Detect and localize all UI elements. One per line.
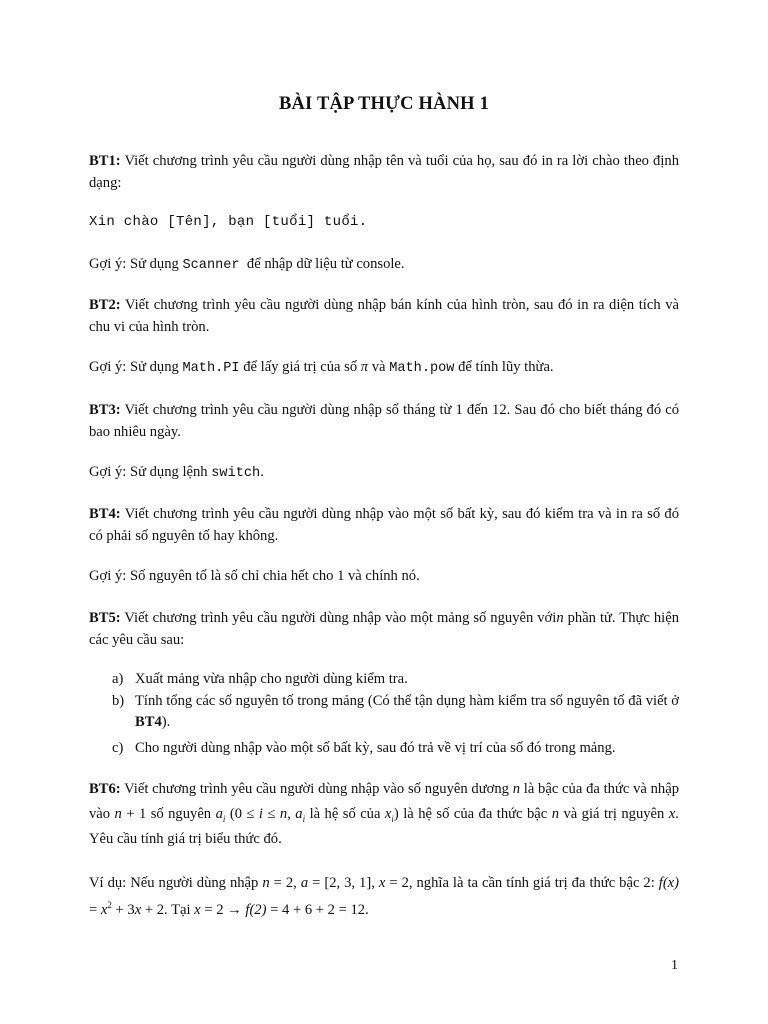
var-x: x [134,902,142,918]
bt4-hint: Gợi ý: Số nguyên tố là số chỉ chia hết cho 1 và chính nó. [89,568,420,584]
bt6-text-5: ) là hệ số của đa thức bậc [393,806,548,822]
var-a: a [215,806,223,822]
var-x: x [384,806,392,822]
var-a: a [295,806,303,822]
bt6-text-4: là hệ số của [309,806,381,822]
list-item-ref: BT4 [135,714,162,730]
bt1-hint-suffix: để nhập dữ liệu từ console. [246,256,405,272]
var-x: x [378,875,386,891]
bt4-label: BT4: [89,506,121,522]
bt2-label: BT2: [89,297,121,313]
pi-symbol: π [360,359,369,375]
bt3-label: BT3: [89,402,121,418]
bt6-text-1: Viết chương trình yêu cầu người dùng nhập vào số nguyên dương [124,781,509,797]
bt3-hint [89,461,679,485]
var-n: n [556,610,564,626]
var-x: x [100,902,108,918]
bt2-hint [89,356,679,380]
var-x: x [668,806,676,822]
bt2-paragraph [89,294,679,338]
var-a: a [300,875,309,891]
page-title: BÀI TẬP THỰC HÀNH 1 [278,94,490,114]
bt2-hint-prefix: Gợi ý: Sử dụng [89,359,179,375]
var-x: x [194,902,201,918]
var-i: i [258,806,263,822]
bt1-hint [89,253,679,277]
bt4-text: Viết chương trình yêu cầu người dùng nhập vào một số bất kỳ, sau đó kiểm tra và in ra số đó có phải số nguyên tố hay không. [89,506,679,544]
bt6-text-2: là bậc của đa thức và nhập vào [89,781,679,822]
example-rest: + 3 [115,902,135,918]
example-a-eq: = [2, 3, 1], [312,875,375,891]
bt5-text-pre: Viết chương trình yêu cầu người dùng nhập vào một mảng số nguyên với [124,610,557,626]
bt4-paragraph [89,503,679,547]
example-n-eq: = 2, [273,875,297,891]
var-n: n [279,806,288,822]
example-x-eq: = 2, nghĩa là ta cần tính giá trị đa thức bậc 2: [389,875,655,891]
bt5-text-post: phần tử. Thực hiện các yêu cầu sau: [89,610,680,648]
list-item [112,691,679,733]
var-n: n [512,781,520,797]
example-result: = 4 + 6 + 2 = 12. [270,902,369,918]
bt6-paren-open: (0 ≤ [229,806,255,822]
bt2-hint-suffix: để tính lũy thừa. [458,359,554,375]
list-item [112,738,679,759]
bt3-text: Viết chương trình yêu cầu người dùng nhập số tháng từ 1 đến 12. Sau đó cho biết tháng đó có bao nhiêu ngày. [89,402,679,440]
le-symbol: ≤ [267,806,276,822]
var-n: n [551,806,559,822]
bt2-hint-code-pow: Math.pow [389,361,455,376]
example-rest-2: + 2. Tại [144,902,191,918]
bt1-paragraph [89,150,679,194]
page-number: 1 [671,958,678,973]
bt3-hint-prefix: Gợi ý: Sử dụng lệnh [89,464,208,480]
bt6-text-3: + 1 số nguyên [126,806,212,822]
square-exponent: 2 [107,900,112,911]
f2-expression: f(2) [245,902,267,918]
list-marker: b) [112,693,125,709]
list-item-end: ). [161,714,171,730]
example-paragraph [89,870,679,924]
bt1-text: Viết chương trình yêu cầu người dùng nhập tên và tuổi của họ, sau đó in ra lời chào theo định dạng: [89,153,679,191]
bt6-text-7: . Yêu cầu tính giá trị biểu thức đó. [89,806,679,847]
var-i-subscript: i [302,813,306,824]
var-i-subscript: i [222,813,226,824]
var-i-subscript: i [391,813,394,824]
bt6-paragraph [89,777,679,852]
var-n: n [262,875,270,891]
list-item [112,669,679,690]
bt1-code-sample: Xin chào [Tên], bạn [tuổi] tuổi. [89,214,368,230]
list-item-text: Tính tổng các số nguyên tố trong mảng (Có thể tận dụng hàm kiểm tra số nguyên tố đã viết ở [135,693,679,709]
bt3-hint-suffix: . [260,464,264,480]
list-marker: a) [112,671,124,687]
bt1-label: BT1: [89,153,121,169]
bt5-label: BT5: [89,610,121,626]
equals-sign: = [89,902,98,918]
arrow-symbol: = 2 → [204,902,242,918]
bt2-hint-mid: để lấy giá trị của số [243,359,358,375]
bt2-text: Viết chương trình yêu cầu người dùng nhập bán kính của hình tròn, sau đó in ra diện tích và chu vi của hình tròn. [89,297,679,335]
bt3-hint-code: switch [211,466,261,481]
bt1-hint-prefix: Gợi ý: Sử dụng [89,256,179,272]
fx-expression: f(x) [658,875,680,891]
bt1-hint-code: Scanner [182,258,240,273]
var-n: n [114,806,122,822]
bt6-label: BT6: [89,781,121,797]
bt3-paragraph [89,399,679,443]
bt2-hint-code-pi: Math.PI [182,361,240,376]
bt2-hint-and: và [371,359,386,375]
bt5-requirement-list [112,669,679,759]
bt5-paragraph [89,607,679,651]
comma: , [287,806,291,822]
bt6-text-6: và giá trị nguyên [563,806,665,822]
list-item-text: Cho người dùng nhập vào một số bất kỳ, sau đó trả về vị trí của số đó trong mảng. [135,740,616,756]
example-text-1: Ví dụ: Nếu người dùng nhập [89,875,259,891]
list-item-text: Xuất mảng vừa nhập cho người dùng kiểm tra. [135,671,408,687]
list-marker: c) [112,740,124,756]
